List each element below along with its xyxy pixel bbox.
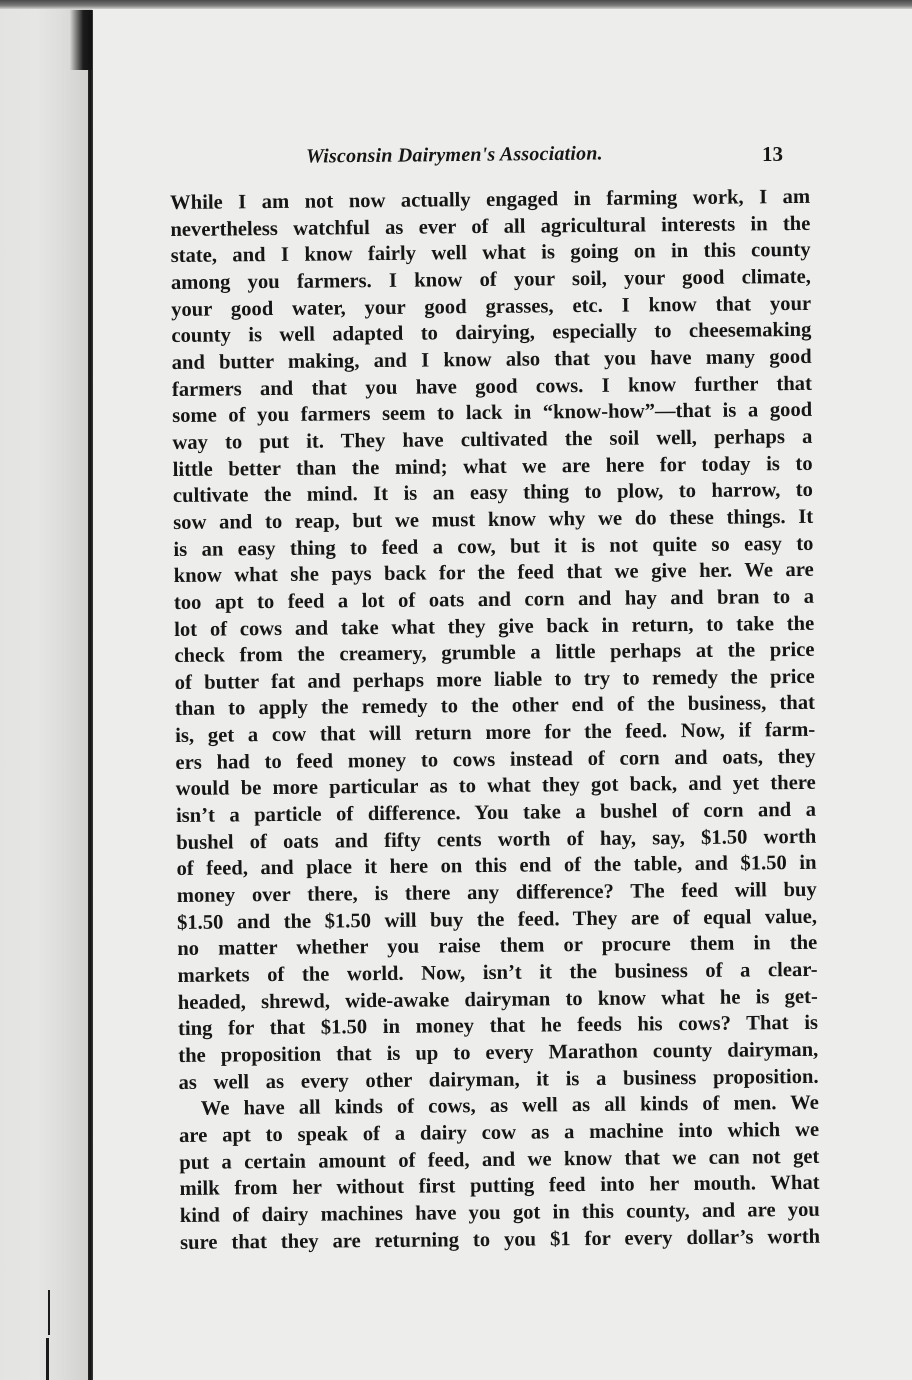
- text-line: some of you farmers seem to lack in “know-how”—that is a good: [172, 399, 813, 428]
- running-head-title: Wisconsin Dairymen's Association.: [305, 142, 603, 168]
- margin-mark: [48, 1290, 50, 1335]
- text-line: state, and I know fairly well what is going on in this county: [170, 239, 811, 268]
- text-line: county is well adapted to dairying, especially to cheesemaking: [171, 319, 812, 348]
- paragraph: [170, 184, 819, 1096]
- text-line: and butter making, and I know also that you have many good: [171, 345, 812, 374]
- text-line: isn’t a particle of difference. You take a bushel of corn and a: [175, 798, 817, 828]
- text-line: money over there, is there any difference? The feed will buy: [176, 878, 817, 908]
- text-line: We have all kinds of cows, as well as all kinds of men. We: [200, 1092, 819, 1121]
- body-text: [170, 184, 820, 1256]
- text-line: sure that they are returning to you $1 for every dollar’s worth: [179, 1225, 821, 1254]
- text-line: milk from her without first putting feed into her mouth. What: [179, 1172, 820, 1201]
- text-line: markets of the world. Now, isn’t it the business of a clear-: [177, 958, 818, 987]
- text-line: would be more particular as to what they got back, and yet there: [175, 772, 816, 801]
- running-head: [300, 140, 800, 170]
- text-line: know what she pays back for the feed that we give her. We are: [173, 559, 814, 588]
- text-line: ting for that $1.50 in money that he feeds his cows? That is: [177, 1012, 819, 1041]
- text-line: kind of dairy machines have you got in this county, and are you: [179, 1198, 820, 1227]
- text-line: put a certain amount of feed, and we know that we can not get: [179, 1145, 820, 1174]
- text-line: little better than the mind; what we are here for today is to: [172, 452, 813, 481]
- text-line: way to put it. They have cultivated the soil well, perhaps a: [172, 425, 813, 454]
- text-line: of butter fat and perhaps more liable to try to remedy the price: [174, 665, 815, 694]
- text-line: farmers and that you have good cows. I know further that: [171, 372, 812, 401]
- text-line: your good water, your good grasses, etc. I know that your: [171, 292, 812, 321]
- text-line: among you farmers. I know of your soil, your good climate,: [170, 265, 811, 294]
- text-line: no matter whether you raise them or procure them in the: [177, 932, 818, 961]
- text-line: lot of cows and take what they give back in return, to take the: [174, 612, 815, 641]
- book-spine-shadow: [0, 0, 92, 1380]
- text-line: is, get a cow that will return more for the feed. Now, if farm-: [175, 718, 816, 748]
- text-line: $1.50 and the $1.50 will buy the feed. They are of equal value,: [176, 905, 818, 934]
- binding-gutter-shadow: [70, 10, 92, 70]
- page-top-edge: [0, 0, 912, 9]
- text-line: cultivate the mind. It is an easy thing to plow, to harrow, to: [172, 479, 814, 508]
- text-line: are apt to speak of a dairy cow as a machine into which we: [178, 1118, 820, 1147]
- margin-mark: [46, 1338, 49, 1380]
- text-line: too apt to feed a lot of oats and corn and hay and bran to a: [173, 585, 815, 614]
- page-number: 13: [762, 142, 783, 166]
- text-line: ers had to feed money to cows instead of corn and oats, they: [175, 745, 816, 774]
- text-line: than to apply the remedy to the other end of the business, that: [174, 692, 816, 721]
- text-line: sow and to reap, but we must know why we do these things. It: [173, 505, 814, 534]
- text-line: of feed, and place it here on this end of the table, and $1.50 in: [176, 852, 817, 881]
- text-line: While I am not now actually engaged in farming work, I am: [170, 185, 811, 214]
- text-line: bushel of oats and fifty cents worth of hay, say, $1.50 worth: [176, 825, 817, 854]
- text-line: as well as every other dairyman, it is a business proposition.: [178, 1065, 819, 1094]
- text-line: the proposition that is up to every Marathon county dairyman,: [178, 1038, 819, 1067]
- paragraph: [179, 1090, 821, 1256]
- binding-gutter-line: [88, 10, 93, 1380]
- text-line: is an easy thing to feed a cow, but it is not quite so easy to: [173, 532, 814, 561]
- text-line: nevertheless watchful as ever of all agricultural interests in the: [170, 212, 811, 241]
- text-line: check from the creamery, grumble a little perhaps at the price: [174, 638, 815, 668]
- text-line: headed, shrewd, wide-awake dairyman to know what he is get-: [177, 985, 818, 1014]
